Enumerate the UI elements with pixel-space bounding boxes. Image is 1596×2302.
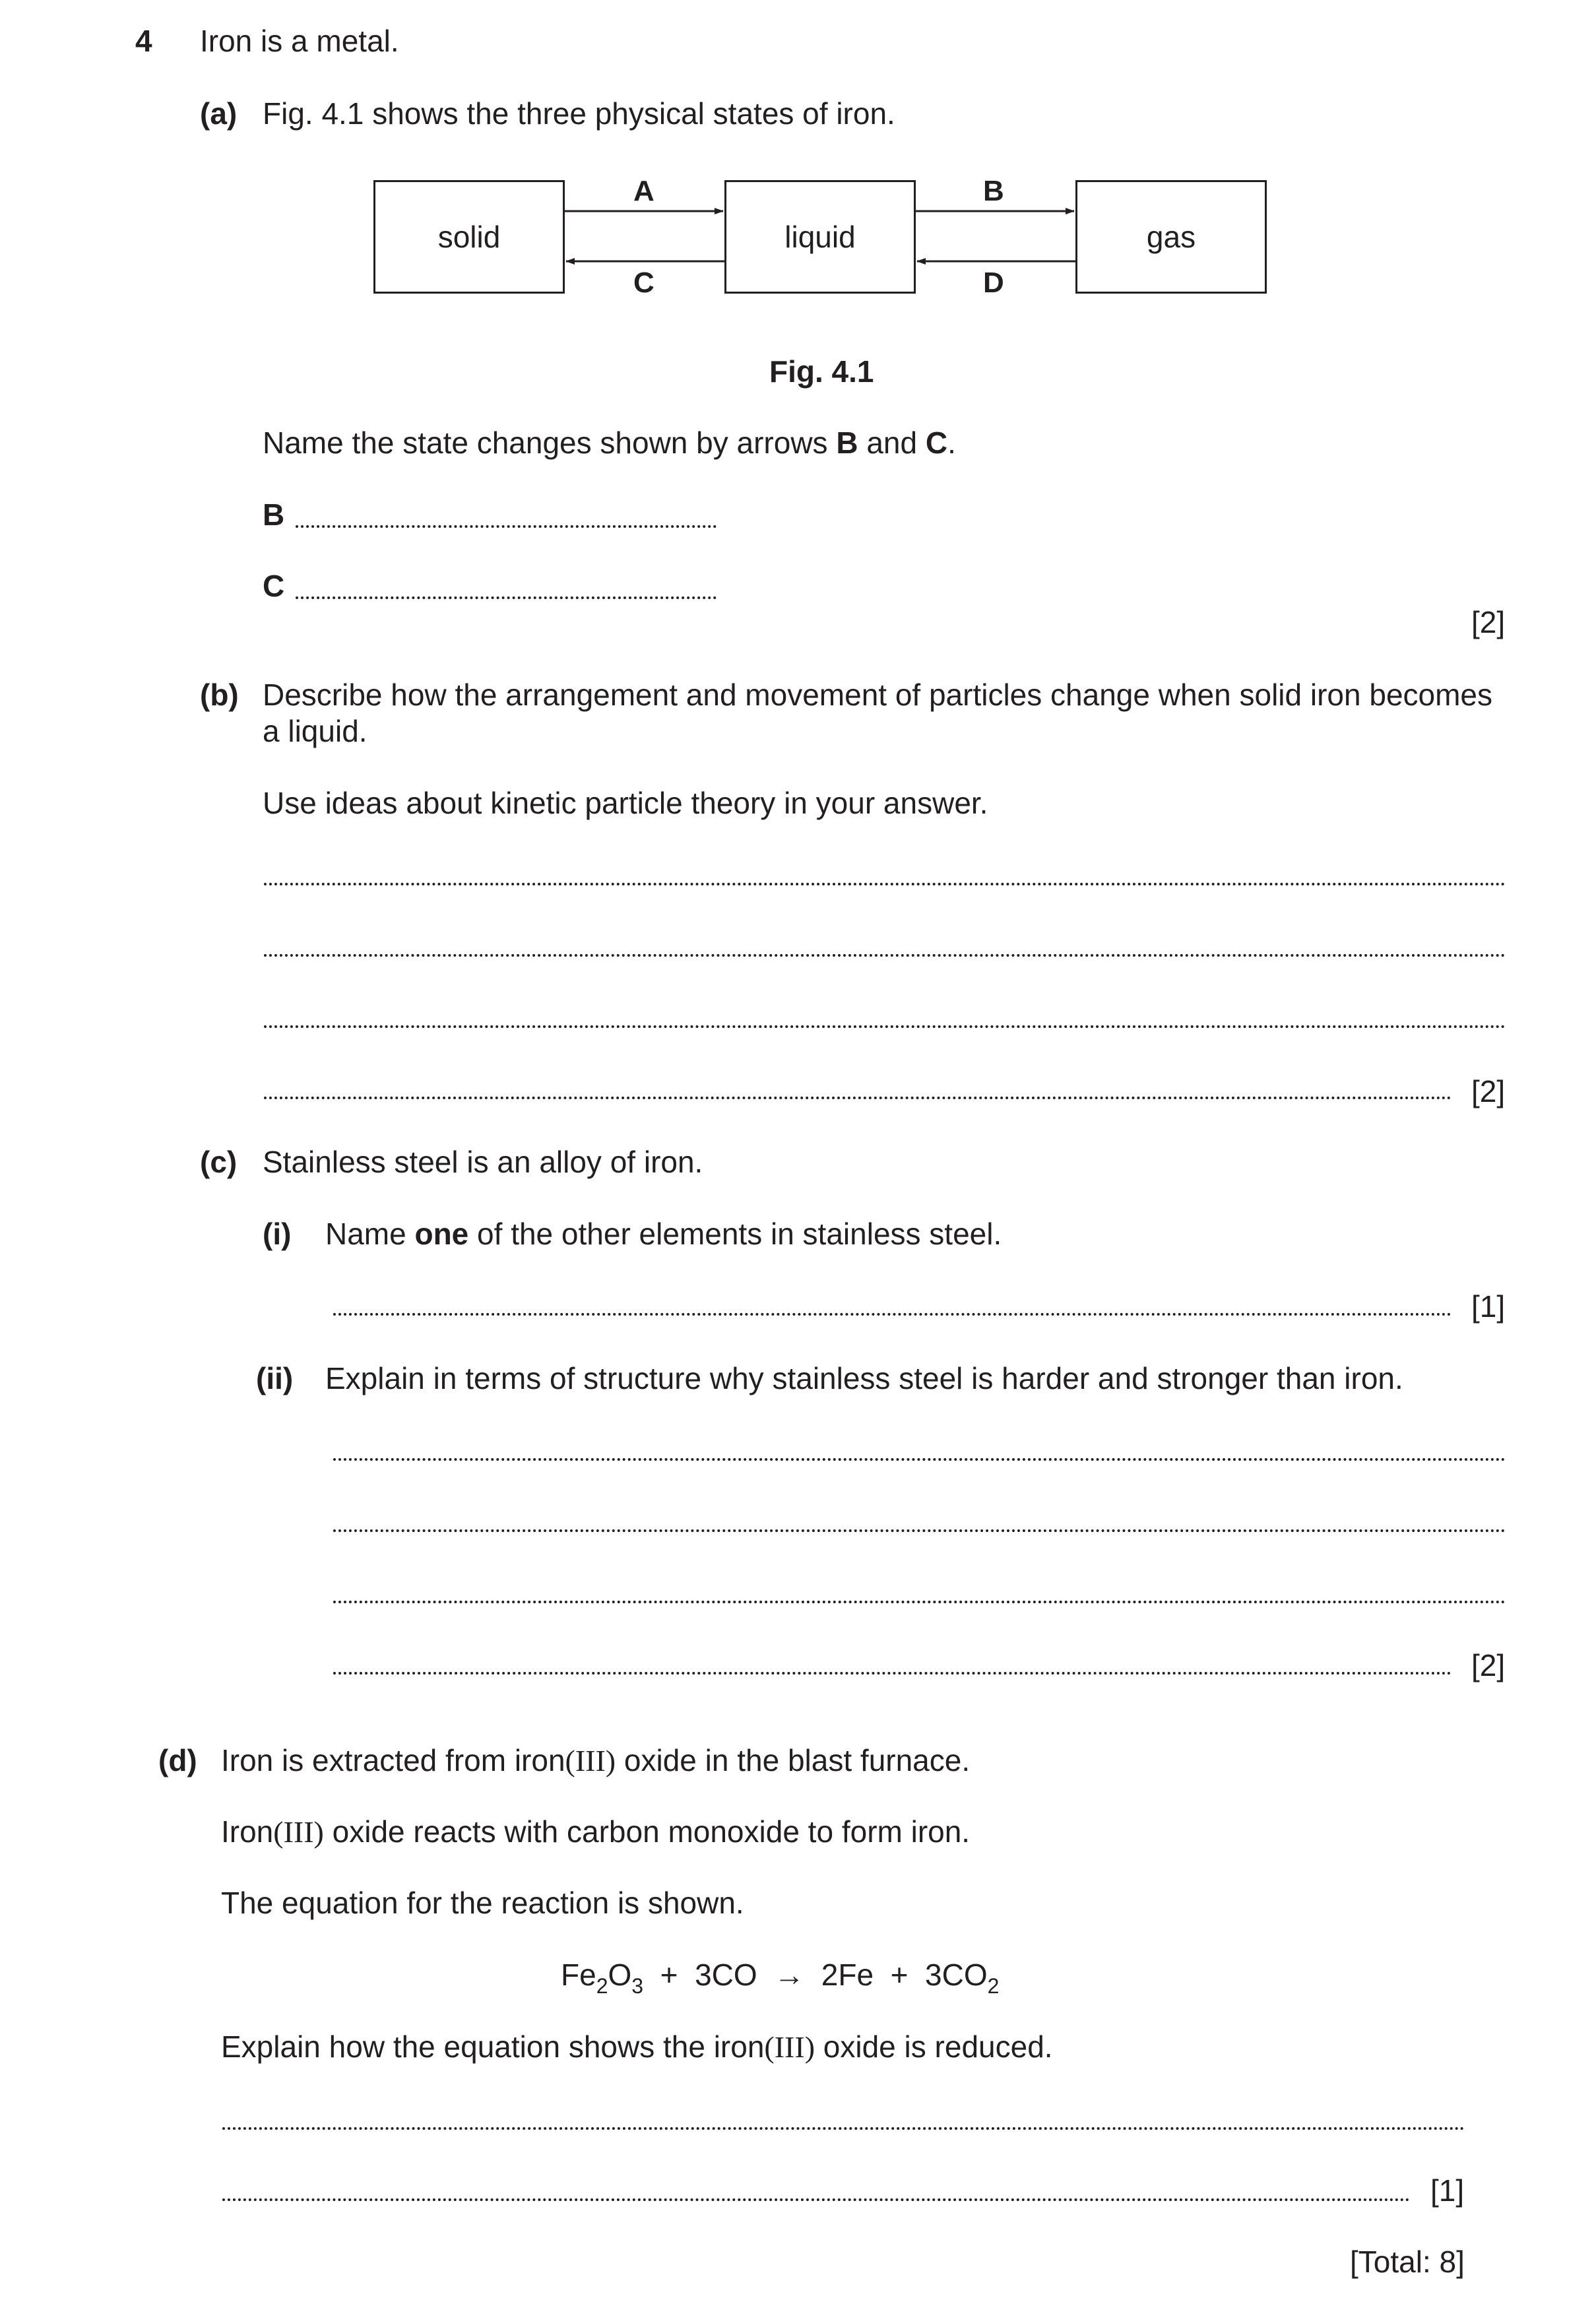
part-d-line3: The equation for the reaction is shown. xyxy=(221,1886,744,1920)
answer-c-i-line[interactable] xyxy=(333,1313,1452,1316)
part-c-i-label: (i) xyxy=(263,1217,292,1251)
part-c-i-text: Name one of the other elements in stainless steel. xyxy=(325,1217,1002,1251)
part-b-marks: [2] xyxy=(1471,1074,1506,1108)
answer-b-line-4[interactable] xyxy=(264,1097,1452,1099)
answer-b-line-3[interactable] xyxy=(264,1025,1506,1028)
answer-c-ii-line-3[interactable] xyxy=(333,1601,1506,1603)
part-c-label: (c) xyxy=(200,1145,238,1179)
answer-b-line-2[interactable] xyxy=(264,954,1506,957)
arrow-label-c: C xyxy=(633,267,654,299)
figure-caption: Fig. 4.1 xyxy=(769,354,874,389)
part-d-label: (d) xyxy=(158,1743,197,1777)
question-intro: Iron is a metal. xyxy=(200,24,399,58)
part-c-text: Stainless steel is an alloy of iron. xyxy=(263,1145,703,1179)
total-marks: [Total: 8] xyxy=(1350,2245,1465,2279)
answer-b-line[interactable] xyxy=(296,525,717,528)
state-box-gas: gas xyxy=(1075,180,1267,294)
part-d-marks: [1] xyxy=(1430,2173,1465,2208)
part-b-label: (b) xyxy=(200,678,239,712)
arrow-label-b: B xyxy=(983,175,1004,207)
part-a-text: Fig. 4.1 shows the three physical states of iron. xyxy=(263,96,895,131)
question-number: 4 xyxy=(135,24,152,58)
answer-c-ii-line-4[interactable] xyxy=(333,1672,1452,1675)
answer-c-ii-line-2[interactable] xyxy=(333,1529,1506,1532)
answer-c-line[interactable] xyxy=(296,596,717,599)
answer-c-ii-line-1[interactable] xyxy=(333,1458,1506,1461)
answer-b-line-1[interactable] xyxy=(264,883,1506,885)
answer-d-line-2[interactable] xyxy=(222,2198,1410,2201)
part-c-ii-text: Explain in terms of structure why stainless steel is harder and stronger than iron. xyxy=(325,1361,1403,1395)
chemical-equation: $Fe_2O_3 + 3CO \to 2Fe + 3CO_2$ xyxy=(561,1958,1000,1998)
part-c-ii-marks: [2] xyxy=(1471,1648,1506,1682)
part-a-instruction: Name the state changes shown by arrows B and C. xyxy=(263,426,956,460)
answer-b-label: B xyxy=(263,497,285,532)
state-box-liquid: liquid xyxy=(724,180,916,294)
part-b-text-line1: Describe how the arrangement and movement of particles change when solid iron becomes xyxy=(263,678,1493,712)
answer-c-label: C xyxy=(263,569,285,603)
part-d-line2: Iron(III) oxide reacts with carbon monoxide to form iron. xyxy=(221,1814,971,1849)
part-d-line4: Explain how the equation shows the iron(III) oxide is reduced. xyxy=(221,2030,1053,2064)
part-a-label: (a) xyxy=(200,96,238,131)
arrow-label-d: D xyxy=(983,267,1004,299)
part-c-i-marks: [1] xyxy=(1471,1289,1506,1324)
answer-d-line-1[interactable] xyxy=(222,2127,1465,2130)
state-box-solid: solid xyxy=(373,180,565,294)
part-a-marks: [2] xyxy=(1471,605,1506,639)
part-b-instruction: Use ideas about kinetic particle theory in your answer. xyxy=(263,786,988,820)
part-c-ii-label: (ii) xyxy=(256,1361,294,1395)
arrow-label-a: A xyxy=(633,175,654,207)
part-b-text-line2: a liquid. xyxy=(263,714,367,748)
part-d-line1: Iron is extracted from iron(III) oxide in the blast furnace. xyxy=(221,1743,971,1777)
